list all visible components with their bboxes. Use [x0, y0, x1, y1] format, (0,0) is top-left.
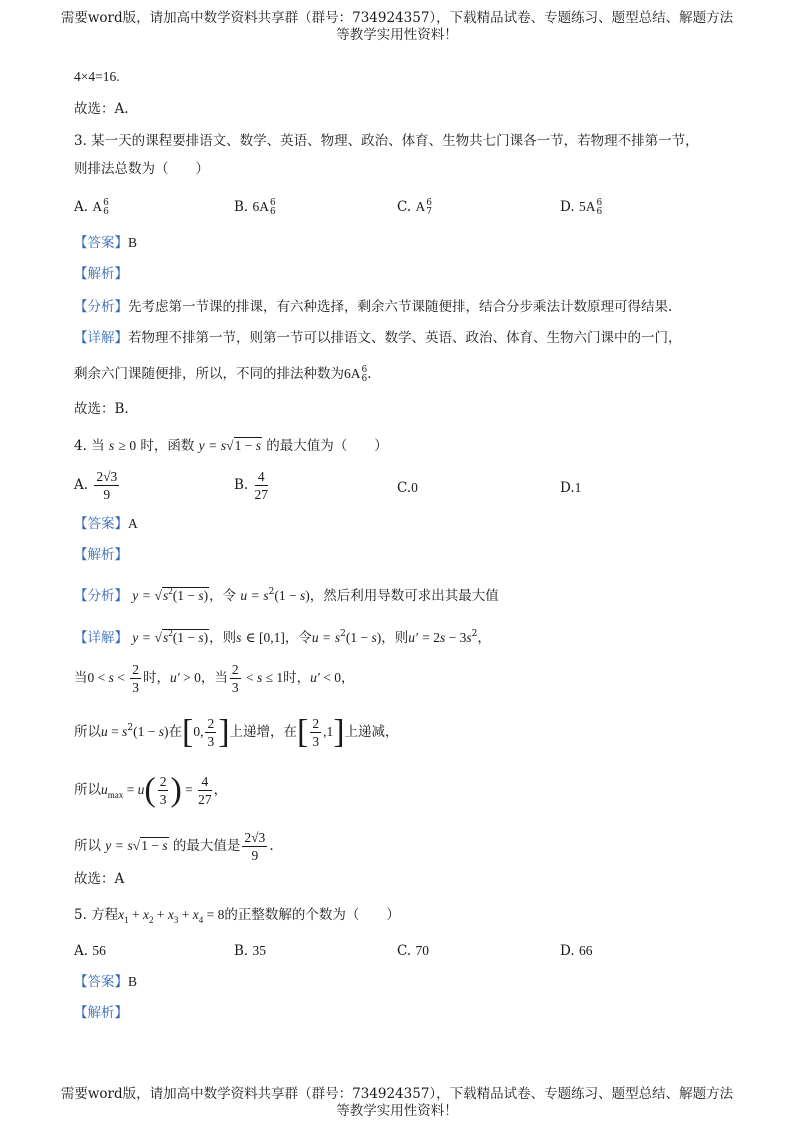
q3-stem-line-1: 3. 某一天的课程要排语文、数学、英语、物理、政治、体育、生物共七门课各一节，若物理不排第一节，: [74, 133, 699, 149]
q5-stem: 5. 方程$x_1 + x_2 + x_3 + x_4 = 8$的正整数解的个数为（ ）: [74, 907, 400, 925]
q4-option-d: D.1: [560, 480, 582, 496]
q4-option-c: C.0: [397, 480, 418, 496]
q5-analysis-tag: 【解析】: [74, 1005, 128, 1021]
q3-option-d: D. 5A 6 6: [560, 197, 603, 217]
q3-choice: 故选：B.: [74, 401, 129, 417]
q3-answer: 【答案】B: [74, 235, 138, 251]
q4-xiangjie-5: 所以 y = s√1 − s 的最大值是 $\frac{2√3}{9}$ .: [74, 830, 274, 863]
q4-option-a: A. $\frac{2√3}{9}$: [74, 469, 118, 502]
page-footer: [0, 1086, 794, 1120]
q4-xiangjie-3: 所以$u = s^2(1 - s)$在[0, $\frac{2}{3}$ ]上递增，在[ $\frac{2}{3}$ ,1]上递减，: [74, 713, 399, 751]
q3-xiangjie-2: 剩余六门课随便排，所以，不同的排法种数为6A 6 6 .: [74, 364, 372, 384]
q3-analysis-tag: 【解析】: [74, 266, 128, 282]
q5-option-c: C. 70: [397, 943, 429, 959]
q4-answer: 【答案】A: [74, 516, 138, 532]
q4-fenxi: 【分析】 $y = √s^2(1 - s)$，令 $u = s^2(1 - s)$，然后利用导数可求出其最大值: [74, 586, 499, 604]
q5-answer: 【答案】B: [74, 974, 138, 990]
header-line-2: 等教学实用性资料！: [336, 27, 458, 43]
q4-xiangjie-2: 当0 < s < $\frac{2}{3}$ 时，u′ > 0，当 $\frac{2}{3}$ < s ≤ 1时，u′ < 0，: [74, 662, 355, 695]
q4-xiangjie-4: 所以$u_{max} = u$( $\frac{2}{3}$ ) = $\frac{4}{27}$ ，: [74, 771, 228, 809]
prev-calc: 4×4=16.: [74, 69, 120, 84]
q3-fenxi: 【分析】先考虑第一节课的排课，有六种选择，剩余六节课随便排，结合分步乘法计数原理可得结果.: [74, 299, 673, 315]
q3-option-b: B. 6A 6 6: [234, 197, 276, 217]
header-line-1: 需要word版，请加高中数学资料共享群（群号：734924357），下载精品试卷、专题练习、题型总结、解题方法: [60, 10, 734, 26]
q5-option-b: B. 35: [234, 943, 267, 959]
q3-stem-line-2: 则排法总数为（ ）: [74, 161, 209, 177]
q4-analysis-tag: 【解析】: [74, 547, 128, 563]
q3-xiangjie-1: 【详解】若物理不排第一节，则第一节可以排语文、数学、英语、政治、体育、生物六门课中的一门，: [74, 330, 682, 346]
q4-stem: 4. 当 s ≥ 0 时，函数 y = s√1 − s 的最大值为（ ）: [74, 438, 388, 454]
q5-option-a: A. 56: [74, 943, 106, 959]
footer-line-2: 等教学实用性资料！: [336, 1103, 458, 1119]
q3-option-a: A. A 6 6: [74, 197, 109, 217]
q3-option-c: C. A 6 7: [397, 197, 432, 217]
q5-option-d: D. 66: [560, 943, 593, 959]
q4-option-b: B. $\frac{4}{27}$: [234, 469, 269, 502]
footer-line-1: 需要word版，请加高中数学资料共享群（群号：734924357），下载精品试卷、专题练习、题型总结、解题方法: [60, 1086, 734, 1102]
prev-choice: 故选：A.: [74, 101, 129, 117]
q4-xiangjie-1: 【详解】 $y = √s^2(1 - s)$，则s ∈ [0,1]，令$u = s^2(1 - s)$，则$u' = 2s - 3s^2$，: [74, 628, 491, 646]
q4-choice: 故选：A: [74, 871, 125, 887]
page-header: [0, 10, 794, 44]
